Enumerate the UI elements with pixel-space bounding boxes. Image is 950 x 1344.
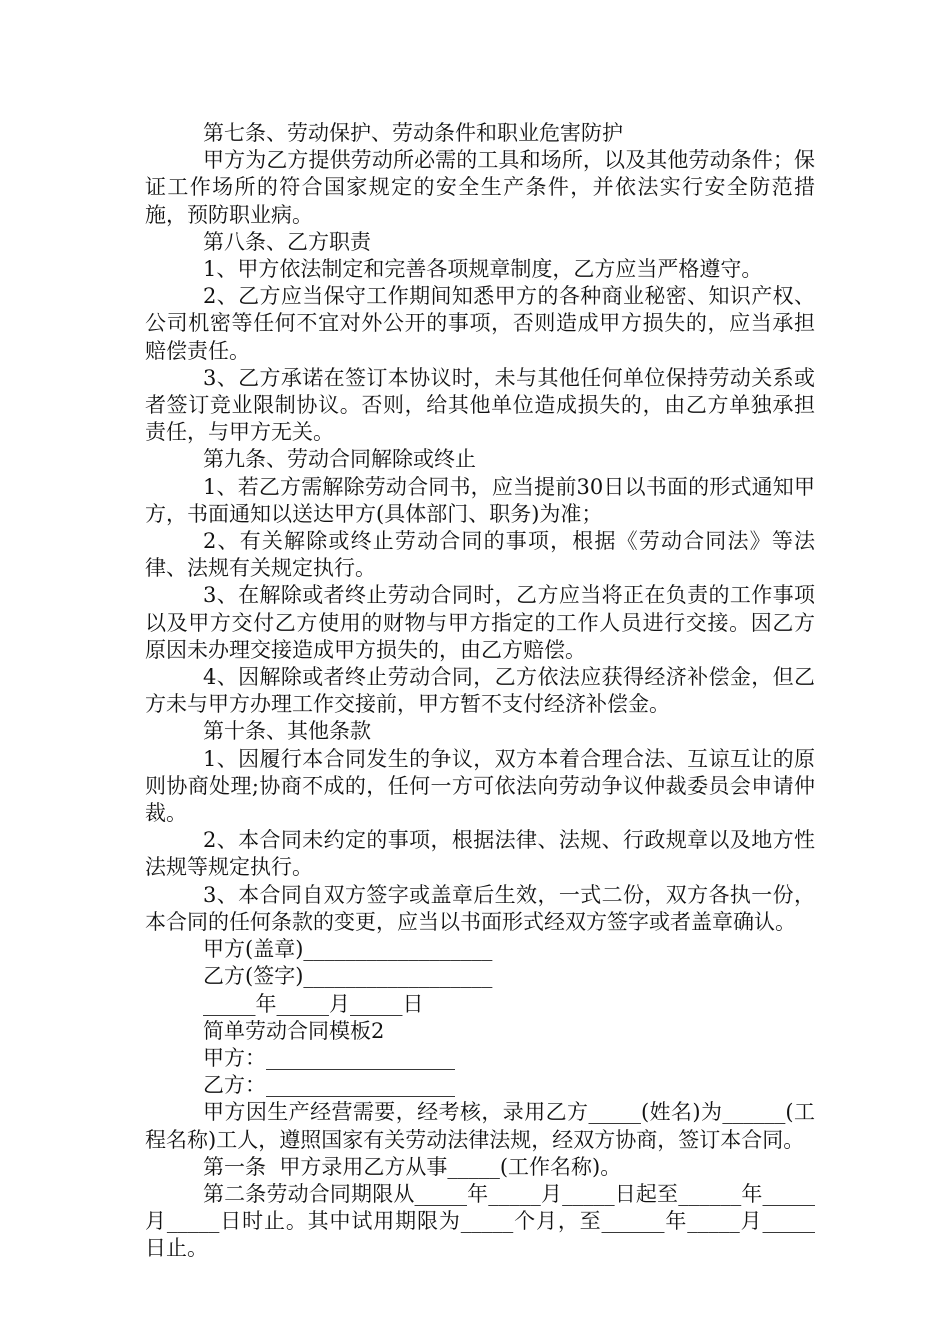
article-1: 第一条 甲方录用乙方从事_____(工作名称)。 (203, 1154, 622, 1179)
paragraph: 1、甲方依法制定和完善各项规章制度，乙方应当严格遵守。 (203, 257, 763, 282)
template-title: 简单劳动合同模板2 (203, 1018, 385, 1043)
party-a-seal-line: 甲方(盖章)__________________ (203, 937, 493, 962)
date-line: _____年_____月_____日 (203, 991, 424, 1016)
paragraph: 3、本合同自双方签字或盖章后生效，一式二份，双方各执一份，本合同的任何条款的变更，应当以书面形式经双方签字或者盖章确认。 (145, 882, 815, 934)
section-heading-9: 第九条、劳动合同解除或终止 (203, 447, 476, 472)
section-heading-8: 第八条、乙方职责 (203, 229, 371, 254)
paragraph: 2、有关解除或终止劳动合同的事项，根据《劳动合同法》等法律、法规有关规定执行。 (145, 529, 815, 581)
section-heading-10: 第十条、其他条款 (203, 719, 371, 744)
party-b-signature-line: 乙方(签字)__________________ (203, 964, 493, 989)
paragraph: 甲方因生产经营需要，经考核，录用乙方_____(姓名)为______(工程名称)工人，遵照国家有关劳动法律法规，经双方协商，签订本合同。 (145, 1100, 815, 1152)
party-b-line: 乙方：__________________ (203, 1073, 455, 1098)
paragraph: 2、乙方应当保守工作期间知悉甲方的各种商业秘密、知识产权、公司机密等任何不宜对外公开的事项，否则造成甲方损失的，应当承担赔偿责任。 (145, 284, 815, 363)
article-2: 第二条劳动合同期限从_____年_____月_____日起至______年_____月_____日时止。其中试用期限为_____个月，至______年_____月_____日止。 (145, 1181, 815, 1261)
paragraph: 2、本合同未约定的事项，根据法律、法规、行政规章以及地方性法规等规定执行。 (145, 828, 815, 880)
party-a-line: 甲方：__________________ (203, 1045, 455, 1070)
paragraph: 1、若乙方需解除劳动合同书，应当提前30日以书面的形式通知甲方，书面通知以送达甲方(具体部门、职务)为准； (145, 474, 815, 526)
document-body (145, 120, 815, 1263)
paragraph: 1、因履行本合同发生的争议，双方本着合理合法、互谅互让的原则协商处理;协商不成的，任何一方可依法向劳动争议仲裁委员会申请仲裁。 (145, 746, 815, 826)
paragraph: 4、因解除或者终止劳动合同，乙方依法应获得经济补偿金，但乙方未与甲方办理工作交接前，甲方暂不支付经济补偿金。 (145, 665, 815, 717)
paragraph: 甲方为乙方提供劳动所必需的工具和场所，以及其他劳动条件；保证工作场所的符合国家规定的安全生产条件，并依法实行安全防范措施，预防职业病。 (145, 148, 815, 227)
paragraph: 3、乙方承诺在签订本协议时，未与其他任何单位保持劳动关系或者签订竞业限制协议。否则，给其他单位造成损失的，由乙方单独承担责任，与甲方无关。 (145, 365, 815, 445)
paragraph: 3、在解除或者终止劳动合同时，乙方应当将正在负责的工作事项以及甲方交付乙方使用的财物与甲方指定的工作人员进行交接。因乙方原因未办理交接造成甲方损失的，由乙方赔偿。 (145, 583, 815, 662)
section-heading-7: 第七条、劳动保护、劳动条件和职业危害防护 (203, 121, 623, 145)
